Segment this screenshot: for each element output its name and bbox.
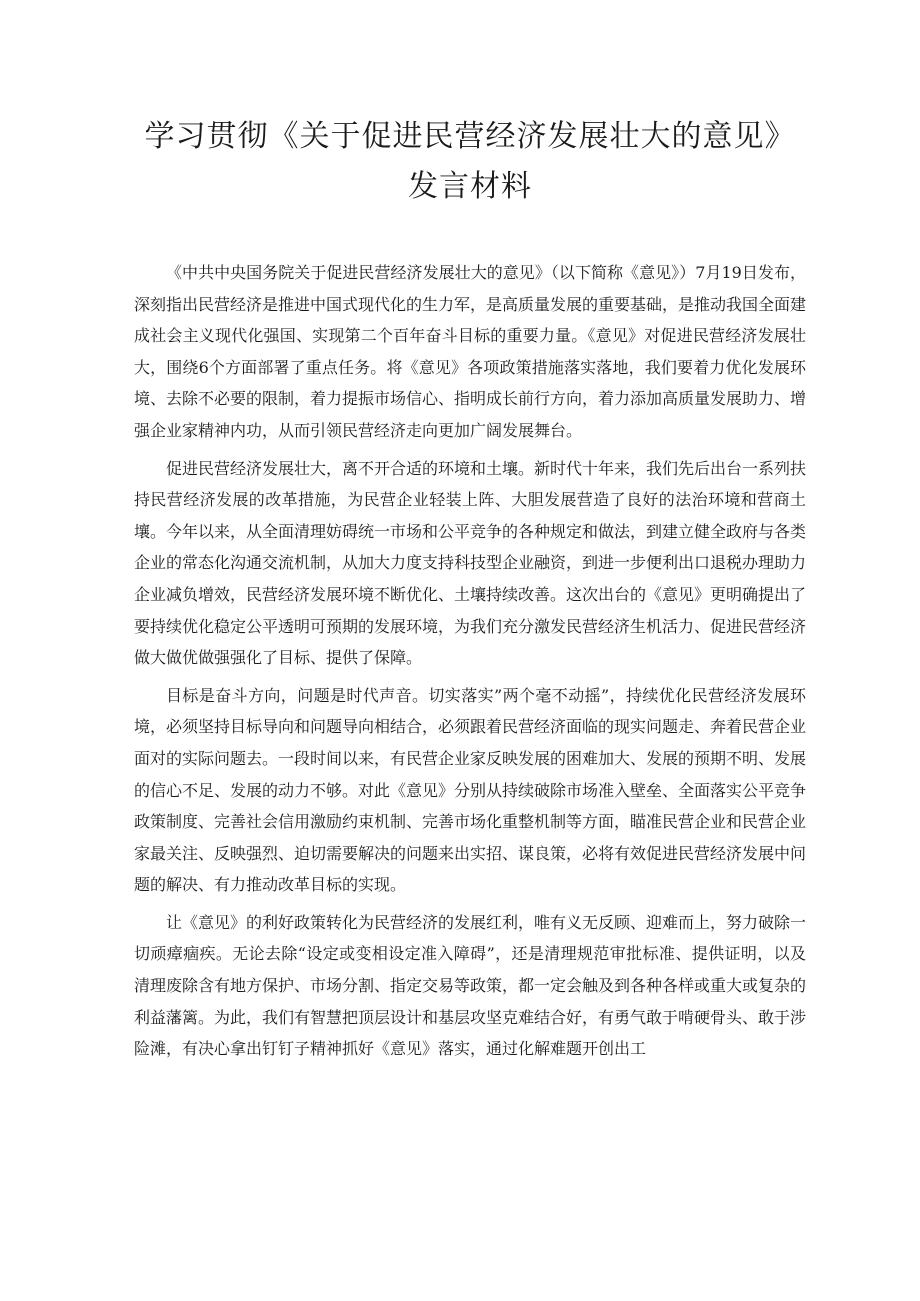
document-body	[134, 257, 806, 1071]
paragraph-4: 让《意见》的利好政策转化为民营经济的发展红利，唯有义无反顾、迎难而上，努力破除一切顽瘴痼疾。无论去除“设定或变相设定准入障碍”，还是清理规范审批标准、提供证明，以及清理废除含有地方保护、市场分割、指定交易等政策，都一定会触及到各种各样或重大或复杂的利益藩篱。为此，我们有智慧把顶层设计和基层攻坚克难结合好，有勇气敢于啃硬骨头、敢于涉险滩，有决心拿出钉钉子精神抓好《意见》落实，通过化解难题开创出工	[134, 912, 807, 1059]
document-title: 学习贯彻《关于促进民营经济发展壮大的意见》发言材料	[144, 119, 796, 204]
paragraph-3: 目标是奋斗方向，问题是时代声音。切实落实”两个毫不动摇”，持续优化民营经济发展环境，必须坚持目标导向和问题导向相结合，必须跟着民营经济面临的现实问题走、奔着民营企业面对的实际问题去。一段时间以来，有民营企业家反映发展的困难加大、发展的预期不明、发展的信心不足、发展的动力不够。对此《意见》分别从持续破除市场准入壁垒、全面落实公平竞争政策制度、完善社会信用激励约束机制、完善市场化重整机制等方面，瞄准民营企业和民营企业家最关注、反映强烈、迫切需要解决的问题来出实招、谋良策，必将有效促进民营经济发展中问题的解决、有力推动改革目标的实现。	[134, 685, 807, 895]
paragraph-2: 促进民营经济发展壮大，离不开合适的环境和土壤。新时代十年来，我们先后出台一系列扶持民营经济发展的改革措施，为民营企业轻装上阵、大胆发展营造了良好的法治环境和营商土壤。今年以来，从全面清理妨碍统一市场和公平竞争的各种规定和做法，到建立健全政府与各类企业的常态化沟通交流机制，从加大力度支持科技型企业融资，到进一步便利出口退税办理助力企业减负增效，民营经济发展环境不断优化、土壤持续改善。这次出台的《意见》更明确提出了要持续优化稳定公平透明可预期的发展环境，为我们充分激发民营经济生机活力、促进民营经济做大做优做强强化了目标、提供了保障。	[134, 458, 807, 668]
paragraph-1: 《中共中央国务院关于促进民营经济发展壮大的意见》（以下简称《意见》）7月19日发布，深刻指出民营经济是推进中国式现代化的生力军，是高质量发展的重要基础，是推动我国全面建成社会主义现代化强国、实现第二个百年奋斗目标的重要力量。《意见》对促进民营经济发展壮大，围绕6个方面部署了重点任务。将《意见》各项政策措施落实落地，我们要着力优化发展环境、去除不必要的限制，着力提振市场信心、指明成长前行方向，着力添加高质量发展助力、增强企业家精神内功，从而引领民营经济走向更加广阔发展舞台。	[134, 263, 807, 440]
